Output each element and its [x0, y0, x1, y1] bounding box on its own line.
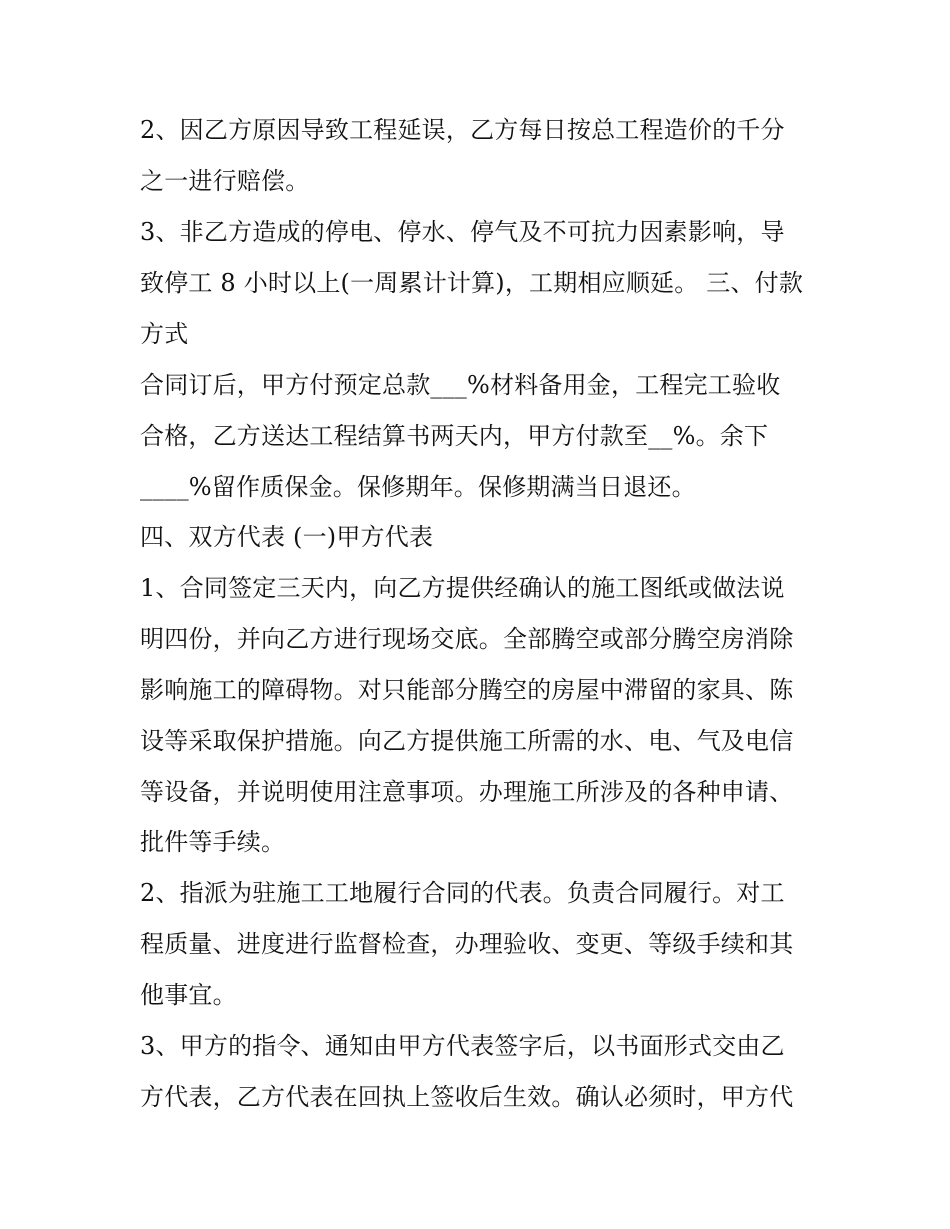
text-line: 合格，乙方送达工程结算书两天内，甲方付款至__%。余下: [140, 422, 769, 450]
text-line: 设等采取保护措施。向乙方提供施工所需的水、电、气及电信: [140, 727, 794, 755]
text-line: ____%留作质保金。保修期年。保修期满当日退还。: [140, 473, 696, 501]
text-line: 程质量、进度进行监督检查，办理验收、变更、等级手续和其: [140, 930, 794, 958]
text-line: 四、双方代表 (一)甲方代表: [140, 523, 434, 551]
text-line: 方代表，乙方代表在回执上签收后生效。确认必须时，甲方代: [140, 1083, 794, 1111]
text-line: 2、因乙方原因导致工程延误，乙方每日按总工程造价的千分: [140, 116, 785, 144]
text-line: 明四份，并向乙方进行现场交底。全部腾空或部分腾空房消除: [140, 625, 794, 653]
text-line: 1、合同签定三天内，向乙方提供经确认的施工图纸或做法说: [140, 574, 785, 602]
text-line: 3、非乙方造成的停电、停水、停气及不可抗力因素影响，导: [140, 218, 785, 246]
text-line: 合同订后，甲方付预定总款___%材料备用金，工程完工验收: [140, 371, 781, 399]
text-line: 致停工 8 小时以上(一周累计计算)，工期相应顺延。 三、付款: [140, 269, 804, 297]
text-line: 3、甲方的指令、通知由甲方代表签字后，以书面形式交由乙: [140, 1032, 785, 1060]
text-line: 2、指派为驻施工工地履行合同的代表。负责合同履行。对工: [140, 879, 785, 907]
text-line: 批件等手续。: [140, 828, 286, 856]
text-line: 影响施工的障碍物。对只能部分腾空的房屋中滞留的家具、陈: [140, 676, 794, 704]
text-line: 方式: [140, 320, 189, 348]
text-line: 等设备，并说明使用注意事项。办理施工所涉及的各种申请、: [140, 778, 794, 806]
text-line: 之一进行赔偿。: [140, 167, 310, 195]
text-line: 他事宜。: [140, 981, 237, 1009]
